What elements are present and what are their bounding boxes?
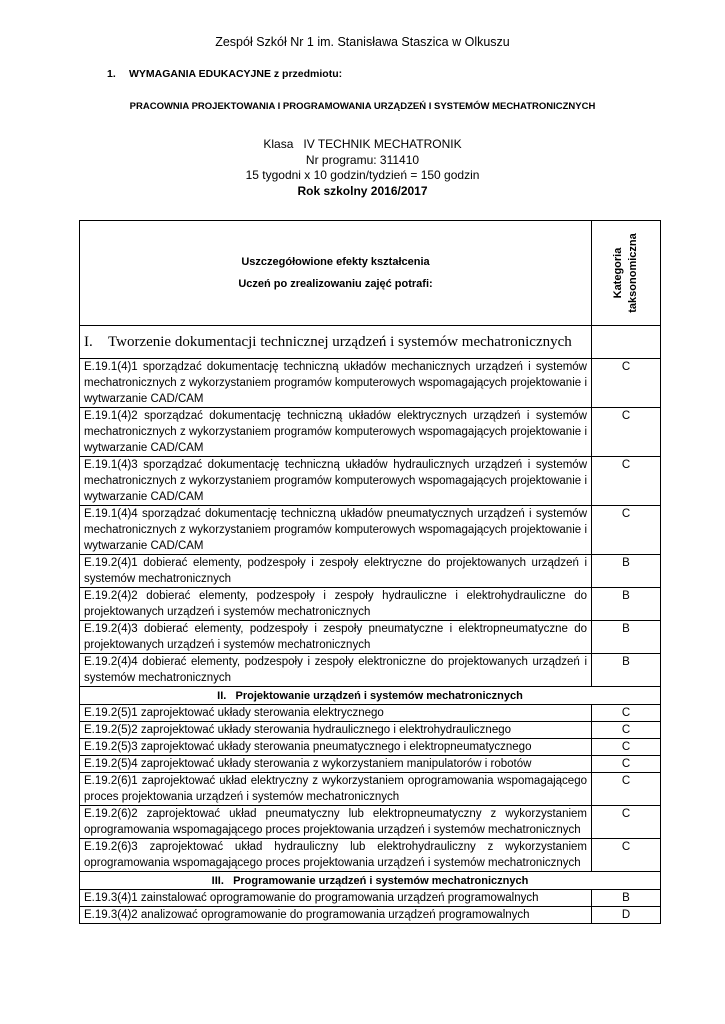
school-year: Rok szkolny 2016/2017 [297,183,428,198]
class-info [0,137,725,199]
category-header [611,233,641,312]
requirement-text: E.19.2(6)3 zaprojektować układ hydrauliczny lub elektrohydrauliczny z wykorzystaniem oprogramowania wspomagającego proces projektowania urządzeń i systemów mechatronicznych [80,839,592,872]
header-line-1: Uszczegółowione efekty kształcenia [241,256,430,268]
category-value: C [592,806,661,839]
section-2-row [80,687,661,705]
heading-title: WYMAGANIA EDUKACYJNE z przedmiotu: [129,68,343,80]
requirement-text: E.19.2(5)1 zaprojektować układy sterowania elektrycznego [80,705,592,722]
section-3-row [80,872,661,890]
requirement-text: E.19.3(4)1 zainstalować oprogramowanie do programowania urządzeń programowalnych [80,890,592,907]
requirement-text: E.19.2(4)3 dobierać elementy, podzespoły i zespoły pneumatyczne i elektropneumatyczne do projektowanych urządzeń i systemów mechatronicznych [80,621,592,654]
category-value: C [592,705,661,722]
requirements-table [79,220,661,924]
table-row [80,359,661,408]
table-row [80,722,661,739]
requirement-text: E.19.2(6)2 zaprojektować układ pneumatyczny lub elektropneumatyczny z wykorzystaniem oprogramowania wspomagającego proces projektowania urządzeń i systemów mechatronicznych [80,806,592,839]
section-1-number: I. [84,334,93,350]
program-number: Nr programu: 311410 [305,152,420,167]
requirement-text: E.19.1(4)2 sporządzać dokumentację techniczną układów elektrycznych urządzeń i systemów mechatronicznych z wykorzystaniem programów komputerowych wspomagających projektowanie i wytwarzanie CAD/CAM [80,408,592,457]
header-line-2: Uczeń po zrealizowaniu zajęć potrafi: [238,278,433,290]
requirement-text: E.19.2(4)1 dobierać elementy, podzespoły i zespoły elektryczne do projektowanych urządzeń i systemów mechatronicznych [80,555,592,588]
category-value: B [592,890,661,907]
table-row [80,890,661,907]
requirement-text: E.19.1(4)4 sporządzać dokumentację techniczną układów pneumatycznych urządzeń i systemów mechatronicznych z wykorzystaniem programów komputerowych wspomagających projektowanie i wytwarzanie CAD/CAM [80,506,592,555]
table-row [80,408,661,457]
table-row [80,654,661,687]
category-value: C [592,739,661,756]
table-row [80,806,661,839]
table-header-row [80,221,661,326]
category-value: C [592,408,661,457]
table-row [80,756,661,773]
category-value: B [592,621,661,654]
category-value: B [592,555,661,588]
category-value: C [592,839,661,872]
requirement-text: E.19.2(5)3 zaprojektować układy sterowania pneumatycznego i elektropneumatycznego [80,739,592,756]
table-row [80,588,661,621]
table-row [80,506,661,555]
table-row [80,621,661,654]
table-row [80,773,661,806]
hours-info: 15 tygodni x 10 godzin/tydzień = 150 godzin [245,168,480,182]
category-value: C [592,506,661,555]
section-1-title [80,326,592,359]
section-heading [107,68,342,80]
heading-number: 1. [107,68,116,80]
section-3-title: III. Programowanie urządzeń i systemów mechatronicznych [80,872,661,890]
table-row [80,457,661,506]
category-value: D [592,907,661,924]
requirement-text: E.19.2(5)2 zaprojektować układy sterowania hydraulicznego i elektrohydraulicznego [80,722,592,739]
requirement-text: E.19.1(4)1 sporządzać dokumentację techniczną układów mechanicznych urządzeń i systemów mechatronicznych z wykorzystaniem programów komputerowych wspomagających projektowanie i wytwarzanie CAD/CAM [80,359,592,408]
requirement-text: E.19.1(4)3 sporządzać dokumentację techniczną układów hydraulicznych urządzeń i systemów mechatronicznych z wykorzystaniem programów komputerowych wspomagających projektowanie i wytwarzanie CAD/CAM [80,457,592,506]
requirement-text: E.19.2(4)2 dobierać elementy, podzespoły i zespoły hydrauliczne i elektrohydrauliczne do projektowanych urządzeń i systemów mechatronicznych [80,588,592,621]
category-header-cell [592,221,661,326]
table-row [80,705,661,722]
header-cell [80,221,592,326]
requirement-text: E.19.2(5)4 zaprojektować układy sterowania z wykorzystaniem manipulatorów i robotów [80,756,592,773]
subject-title: PRACOWNIA PROJEKTOWANIA I PROGRAMOWANIA URZĄDZEŃ I SYSTEMÓW MECHATRONICZNYCH [129,101,596,112]
requirement-text: E.19.2(6)1 zaprojektować układ elektryczny z wykorzystaniem oprogramowania wspomagającego proces projektowania urządzeń i systemów mechatronicznych [80,773,592,806]
requirement-text: E.19.2(4)4 dobierać elementy, podzespoły i zespoły elektroniczne do projektowanych urządzeń i systemów mechatronicznych [80,654,592,687]
school-name: Zespół Szkół Nr 1 im. Stanisława Staszica w Olkuszu [215,35,510,49]
category-line-2: taksonomiczna [627,233,639,313]
category-value: B [592,654,661,687]
category-value: C [592,756,661,773]
requirement-text: E.19.3(4)2 analizować oprogramowanie do programowania urządzeń programowalnych [80,907,592,924]
table-row [80,907,661,924]
table-row [80,555,661,588]
category-value: B [592,588,661,621]
class-name: Klasa IV TECHNIK MECHATRONIK [263,137,462,151]
section-2-title: II. Projektowanie urządzeń i systemów mechatronicznych [80,687,661,705]
category-value: C [592,722,661,739]
section-1-category-cell [592,326,661,359]
section-1-row [80,326,661,359]
table-row [80,739,661,756]
table-row [80,839,661,872]
section-1-text: Tworzenie dokumentacji technicznej urządzeń i systemów mechatronicznych [108,334,572,350]
category-value: C [592,457,661,506]
category-value: C [592,773,661,806]
category-value: C [592,359,661,408]
category-line-1: Kategoria [612,247,624,299]
